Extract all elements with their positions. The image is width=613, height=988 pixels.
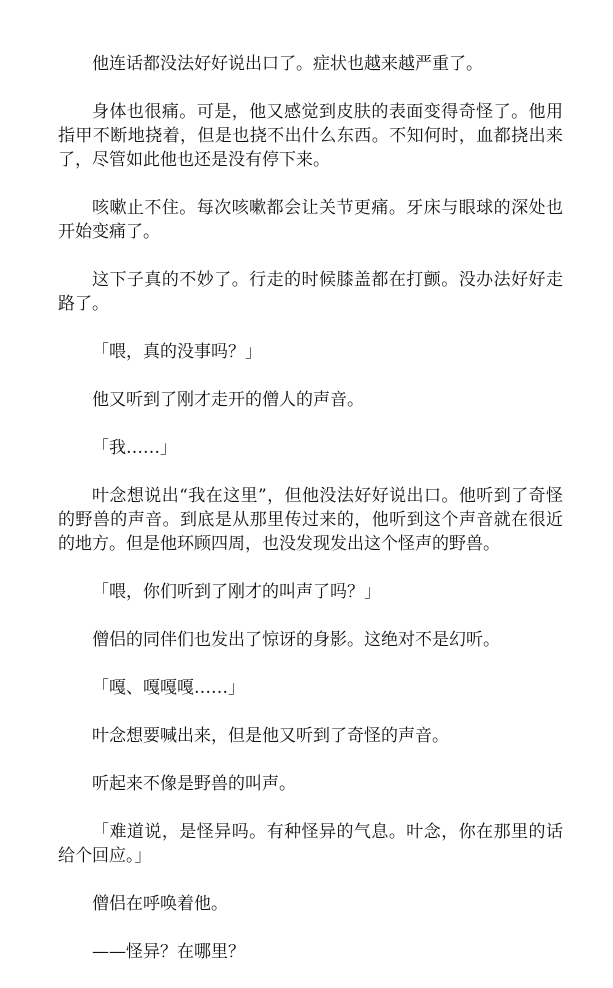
paragraph-3: 咳嗽止不住。每次咳嗽都会让关节更痛。牙床与眼球的深处也开始变痛了。	[58, 198, 563, 242]
paragraph-7: 僧侣的同伴们也发出了惊讶的身影。这绝对不是幻听。	[92, 630, 500, 650]
paragraph-2: 身体也很痛。可是，他又感觉到皮肤的表面变得奇怪了。他用指甲不断地挠着，但是也挠不出什么东西。不知何时，血都挠出来了，尽管如此他也还是没有停下来。	[58, 102, 563, 170]
dialogue-line-2: 「我……」	[92, 438, 177, 458]
paragraph-5: 他又听到了刚才走开的僧人的声音。	[92, 390, 364, 410]
paragraph-6: 叶念想说出“我在这里”，但他没法好好说出口。他听到了奇怪的野兽的声音。到底是从那里传过来的，他听到这个声音就在很近的地方。但是他环顾四周，也没发现发出这个怪声的野兽。	[58, 486, 563, 554]
dialogue-line-3: 「喂，你们听到了刚才的叫声了吗？」	[92, 582, 381, 602]
paragraph-9: 听起来不像是野兽的叫声。	[92, 774, 296, 794]
paragraph-8: 叶念想要喊出来，但是他又听到了奇怪的声音。	[92, 726, 449, 746]
dialogue-line-1: 「喂，真的没事吗？」	[92, 342, 262, 362]
paragraph-4: 这下子真的不妙了。行走的时候膝盖都在打颤。没办法好好走路了。	[58, 270, 563, 314]
dialogue-line-4: 「嘎、嘎嘎嘎……」	[92, 678, 245, 698]
paragraph-1: 他连话都没法好好说出口了。症状也越来越严重了。	[92, 54, 483, 74]
paragraph-11: ——怪异？在哪里？	[92, 942, 245, 962]
dialogue-line-5: 「难道说，是怪异吗。有种怪异的气息。叶念，你在那里的话给个回应。」	[58, 822, 563, 866]
document-page	[58, 52, 563, 988]
paragraph-10: 僧侣在呼唤着他。	[92, 894, 228, 914]
